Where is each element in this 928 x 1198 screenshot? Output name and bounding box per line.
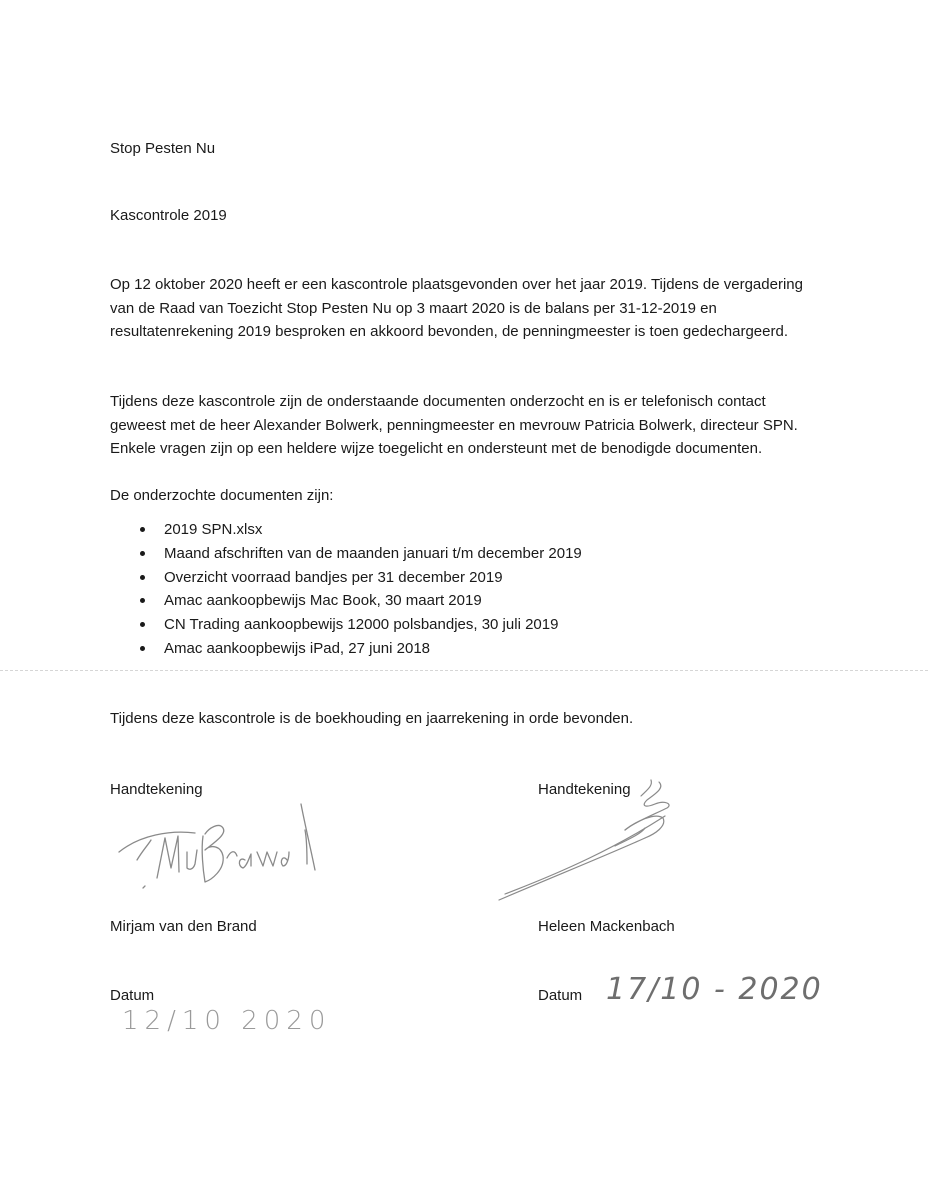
right-handwritten-date: 17/10 - 2020 — [606, 972, 823, 1007]
left-signature — [115, 800, 330, 895]
letter-subject: Kascontrole 2019 — [110, 207, 227, 224]
left-date-label: Datum — [110, 987, 155, 1004]
bullet-icon — [140, 622, 145, 627]
bullet-icon — [140, 598, 145, 603]
right-signatory-name: Heleen Mackenbach — [538, 918, 675, 935]
list-item: CN Trading aankoopbewijs 12000 polsbandjes, 30 juli 2019 — [110, 613, 582, 637]
right-date-label: Datum — [538, 987, 583, 1004]
right-signature — [495, 776, 680, 906]
list-item: Maand afschriften van de maanden januari t/m december 2019 — [110, 542, 582, 566]
scan-fold-line — [0, 670, 928, 671]
list-item: Overzicht voorraad bandjes per 31 december 2019 — [110, 566, 582, 590]
list-item: Amac aankoopbewijs Mac Book, 30 maart 2019 — [110, 589, 582, 613]
list-item: Amac aankoopbewijs iPad, 27 juni 2018 — [110, 637, 582, 661]
bullet-icon — [140, 646, 145, 651]
left-handwritten-date: 12/10 2020 — [122, 1006, 332, 1036]
left-signatory-name: Mirjam van den Brand — [110, 918, 257, 935]
left-signature-label: Handtekening — [110, 781, 203, 798]
bullet-icon — [140, 551, 145, 556]
bullet-icon — [140, 575, 145, 580]
right-signature-label: Handtekening — [538, 781, 631, 798]
paragraph-contact: Tijdens deze kascontrole zijn de onderstaande documenten onderzocht en is er telefonisch contact geweest met de heer Alexander Bolwerk, penningmeester en mevrouw Patricia Bolwerk, directeur SPN. Enkele vragen zijn op een heldere wijze toegelicht en ondersteunt met de benodigde documenten. — [110, 393, 798, 457]
documents-intro: De onderzochte documenten zijn: — [110, 487, 334, 504]
paragraph-intro: Op 12 oktober 2020 heeft er een kascontrole plaatsgevonden over het jaar 2019. Tijdens de vergadering van de Raad van Toezicht Stop Pesten Nu op 3 maart 2020 is de balans per 31-12-2019 en resultatenrekening 2019 besproken en akkoord bevonden, de penningmeester is toen gedechargeerd. — [110, 276, 803, 340]
organization-name: Stop Pesten Nu — [110, 140, 216, 157]
conclusion-text: Tijdens deze kascontrole is de boekhouding en jaarrekening in orde bevonden. — [110, 710, 634, 727]
list-item: 2019 SPN.xlsx — [110, 518, 582, 542]
bullet-icon — [140, 527, 145, 532]
documents-list — [110, 518, 582, 661]
